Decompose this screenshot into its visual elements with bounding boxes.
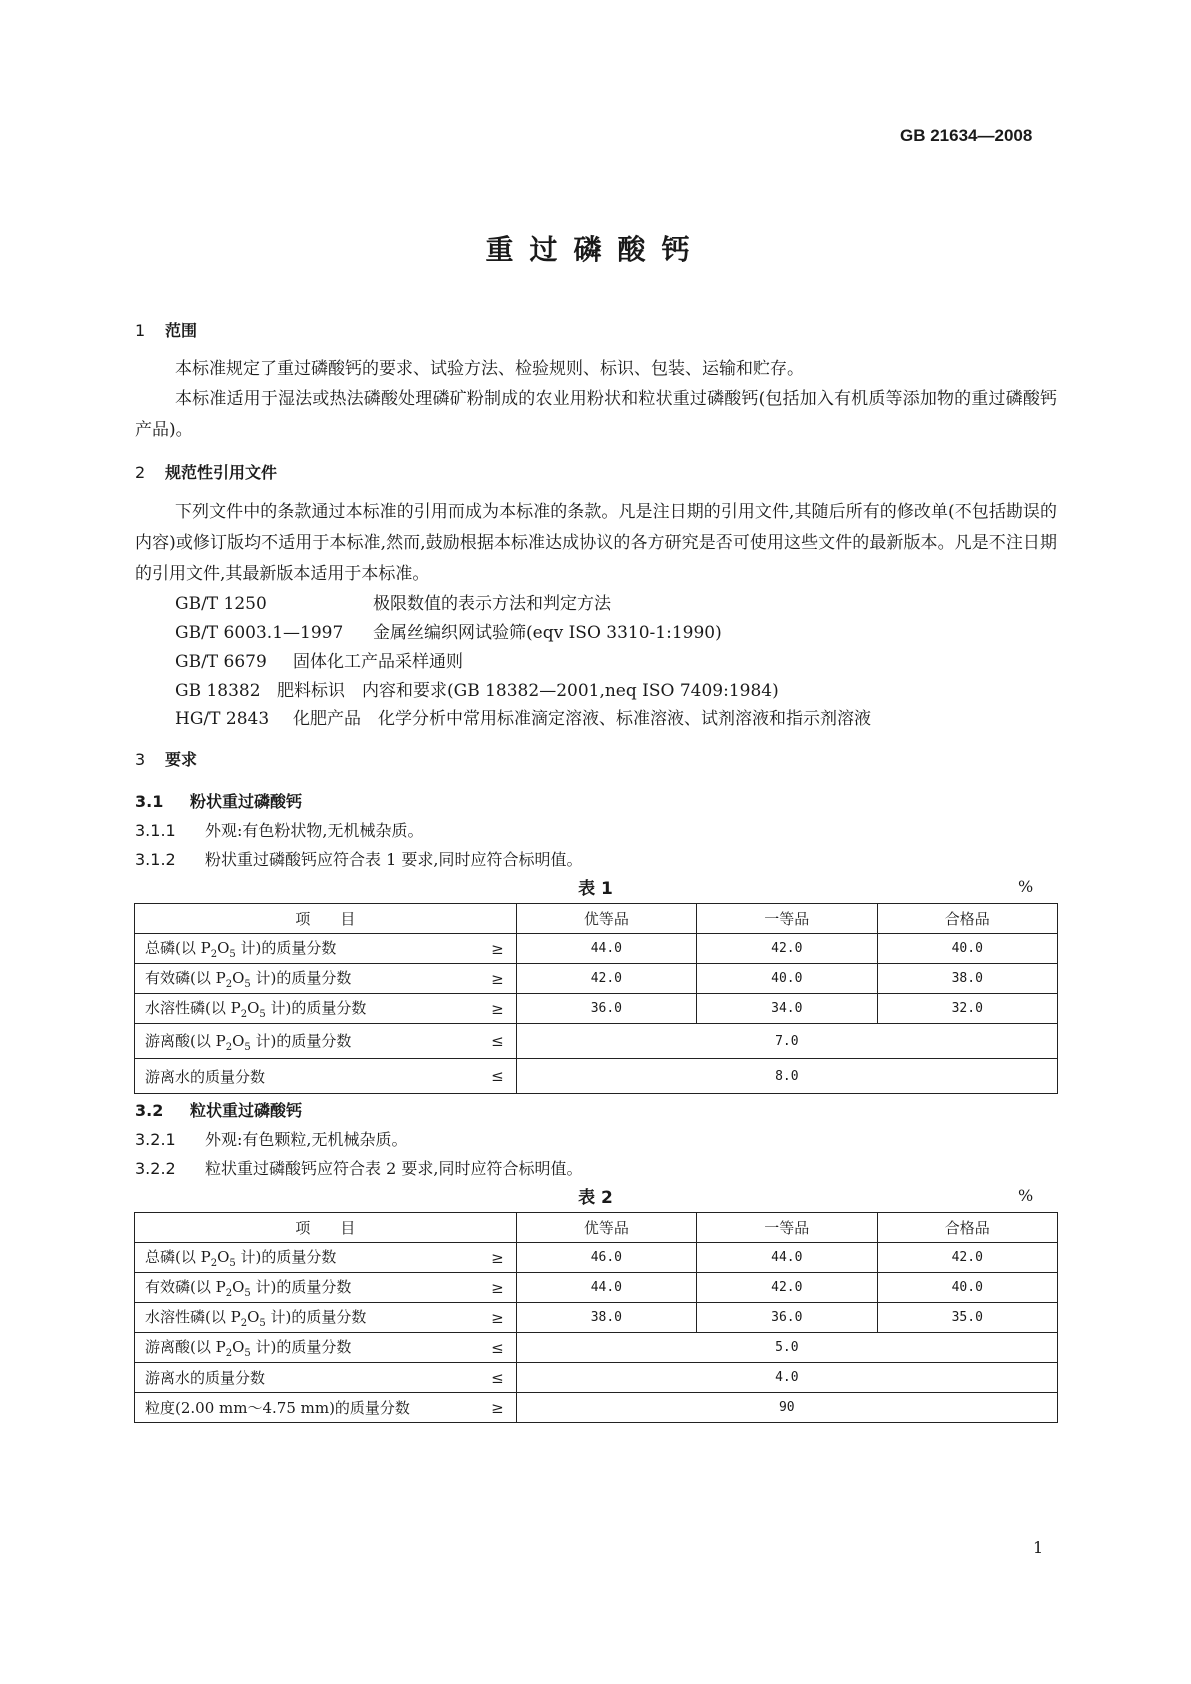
value-cell: 40.0 [697,964,877,994]
value-cell: 34.0 [697,994,877,1024]
header-grade-premium: 优等品 [516,1213,696,1243]
value-cell: 38.0 [877,964,1057,994]
clause-text: 粒状重过磷酸钙应符合表 2 要求,同时应符合标明值。 [205,1159,583,1178]
value-cell: 44.0 [697,1243,877,1273]
operator: ≥ [491,969,504,988]
operator: ≤ [491,1067,504,1085]
header-grade-first: 一等品 [697,904,877,934]
operator: ≥ [491,1308,504,1327]
value-cell: 42.0 [697,934,877,964]
subsection-number: 3.1 [135,792,164,811]
reference-item [175,647,463,672]
operator: ≤ [491,1032,504,1050]
table-row [135,1393,1058,1423]
section-title: 范围 [165,321,198,340]
section-number: 1 [135,321,146,340]
table-row [135,964,1058,994]
operator: ≥ [491,1278,504,1297]
value-cell: 42.0 [516,964,696,994]
document-title: 重过磷酸钙 [485,233,706,266]
value-cell: 38.0 [516,1303,696,1333]
row-label: 粒度(2.00 mm～4.75 mm)的质量分数 ≥ [135,1393,517,1423]
section-title: 要求 [165,750,198,769]
clause-number: 3.2.1 [135,1130,176,1149]
standard-code: GB 21634—2008 [900,126,1033,145]
table-1-caption: 表 1 [578,879,613,899]
reference-item [175,589,611,614]
reference-title: 化肥产品 化学分析中常用标准滴定溶液、标准溶液、试剂溶液和指示剂溶液 [293,709,871,729]
value-cell: 44.0 [516,934,696,964]
operator: ≥ [491,1398,504,1417]
reference-code: GB/T 1250 [175,594,267,614]
clause-3-1-1 [135,818,423,841]
value-cell: 8.0 [516,1059,1057,1094]
row-label: 水溶性磷(以 $P_2O_5$ 计)的质量分数 ≥ [135,1303,517,1333]
table-header-row [135,904,1058,934]
clause-3-2-2 [135,1156,582,1179]
section-number: 2 [135,463,146,482]
scope-paragraph-1: 本标准规定了重过磷酸钙的要求、试验方法、检验规则、标识、包装、运输和贮存。 [175,359,804,379]
value-cell: 36.0 [516,994,696,1024]
section-1-heading [135,318,197,341]
value-cell: 4.0 [516,1363,1057,1393]
row-label: 有效磷(以 $P_2O_5$ 计)的质量分数 ≥ [135,964,517,994]
value-cell: 42.0 [697,1273,877,1303]
subsection-title: 粉状重过磷酸钙 [190,792,303,811]
reference-code: GB/T 6003.1—1997 [175,623,344,643]
clause-text: 外观:有色粉状物,无机械杂质。 [205,821,424,840]
value-cell: 5.0 [516,1333,1057,1363]
clause-text: 粉状重过磷酸钙应符合表 1 要求,同时应符合标明值。 [205,850,583,869]
clause-3-2-1 [135,1127,407,1150]
row-label: 游离酸(以 $P_2O_5$ 计)的质量分数 ≤ [135,1333,517,1363]
row-label: 总磷(以 $P_2O_5$ 计)的质量分数 ≥ [135,1243,517,1273]
value-cell: 40.0 [877,1273,1057,1303]
subsection-title: 粒状重过磷酸钙 [190,1101,303,1120]
table-row [135,1333,1058,1363]
row-label: 总磷(以 $P_2O_5$ 计)的质量分数 ≥ [135,934,517,964]
row-label: 有效磷(以 $P_2O_5$ 计)的质量分数 ≥ [135,1273,517,1303]
section-3-heading [135,747,197,770]
scope-paragraph-2: 本标准适用于湿法或热法磷酸处理磷矿粉制成的农业用粉状和粒状重过磷酸钙(包括加入有机质等添加物的重过磷酸钙产品)。 [135,389,1057,440]
subsection-number: 3.2 [135,1101,164,1120]
operator: ≤ [491,1338,504,1357]
value-cell: 40.0 [877,934,1057,964]
reference-item [175,704,871,729]
row-label: 游离水的质量分数 ≤ [135,1059,517,1094]
subsection-3-1-heading [135,789,302,812]
subsection-3-2-heading [135,1098,302,1121]
table-row [135,1059,1058,1094]
value-cell: 36.0 [697,1303,877,1333]
reference-title: 金属丝编织网试验筛(eqv ISO 3310-1:1990) [373,623,722,643]
table-row [135,1024,1058,1059]
value-cell: 35.0 [877,1303,1057,1333]
row-label: 游离酸(以 $P_2O_5$ 计)的质量分数 ≤ [135,1024,517,1059]
header-grade-qualified: 合格品 [877,1213,1057,1243]
reference-item [175,618,722,643]
references-paragraph: 下列文件中的条款通过本标准的引用而成为本标准的条款。凡是注日期的引用文件,其随后所有的修改单(不包括勘误的内容)或修订版均不适用于本标准,然而,鼓励根据本标准达成协议的各方研究是否可使用这些文件的最新版本。凡是不注日期的引用文件,其最新版本适用于本标准。 [135,502,1057,584]
header-item: 项 目 [135,904,517,934]
reference-code: GB 18382 [175,681,261,701]
table-2-caption: 表 2 [578,1188,613,1208]
table-1-unit: % [1018,877,1034,896]
reference-code: HG/T 2843 [175,709,270,729]
header-grade-first: 一等品 [697,1213,877,1243]
reference-title: 肥料标识 内容和要求(GB 18382—2001,neq ISO 7409:1984) [277,681,779,701]
row-label: 水溶性磷(以 $P_2O_5$ 计)的质量分数 ≥ [135,994,517,1024]
value-cell: 32.0 [877,994,1057,1024]
table-row [135,1243,1058,1273]
operator: ≥ [491,999,504,1018]
row-label: 游离水的质量分数 ≤ [135,1363,517,1393]
value-cell: 7.0 [516,1024,1057,1059]
table-row [135,1273,1058,1303]
operator: ≥ [491,1248,504,1267]
table-row [135,1303,1058,1333]
header-grade-qualified: 合格品 [877,904,1057,934]
table-row [135,934,1058,964]
clause-number: 3.1.2 [135,850,176,869]
clause-number: 3.2.2 [135,1159,176,1178]
reference-item [175,676,779,701]
clause-text: 外观:有色颗粒,无机械杂质。 [205,1130,408,1149]
table-row [135,994,1058,1024]
section-number: 3 [135,750,146,769]
operator: ≤ [491,1368,504,1387]
header-item: 项 目 [135,1213,517,1243]
table-header-row [135,1213,1058,1243]
reference-code: GB/T 6679 [175,652,267,672]
table-1 [134,903,1058,1094]
header-grade-premium: 优等品 [516,904,696,934]
value-cell: 46.0 [516,1243,696,1273]
reference-title: 固体化工产品采样通则 [293,652,463,672]
section-2-heading [135,460,277,483]
section-title: 规范性引用文件 [165,463,278,482]
reference-title: 极限数值的表示方法和判定方法 [373,594,611,614]
value-cell: 90 [516,1393,1057,1423]
value-cell: 42.0 [877,1243,1057,1273]
table-row [135,1363,1058,1393]
clause-3-1-2 [135,847,582,870]
operator: ≥ [491,939,504,958]
page-number: 1 [1033,1538,1044,1557]
table-2 [134,1212,1058,1423]
clause-number: 3.1.1 [135,821,176,840]
table-2-unit: % [1018,1186,1034,1205]
value-cell: 44.0 [516,1273,696,1303]
